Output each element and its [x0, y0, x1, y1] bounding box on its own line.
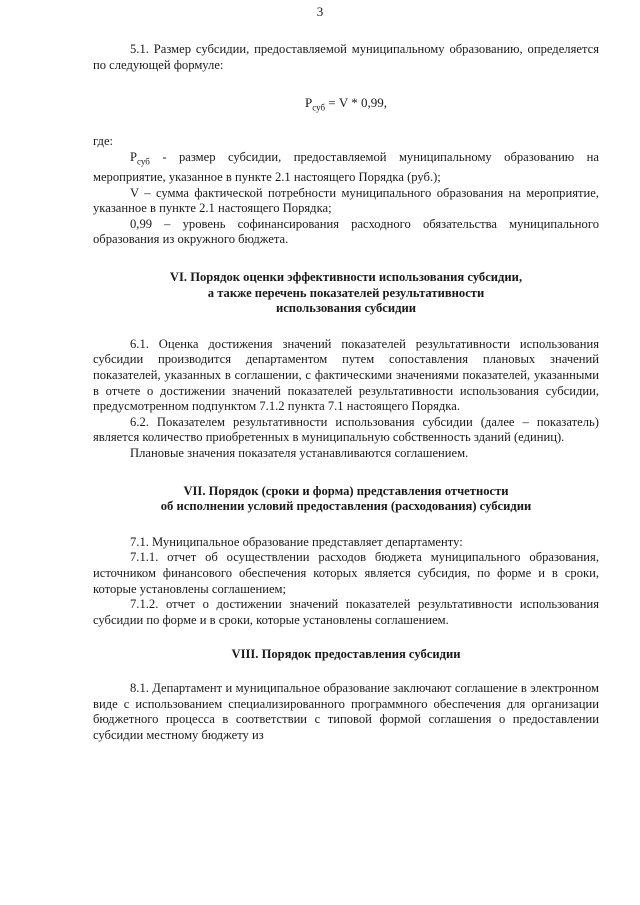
definition-text: - размер субсидии, предоставляемой муниципальному образованию на мероприятие, указанное в пункте 2.1 настоящего Порядка (руб.);: [93, 149, 599, 185]
section-6-heading: [93, 270, 599, 317]
paragraph-7-1-2: 7.1.2. отчет о достижении значений показателей результативности использования субсидии по форме и в сроки, которые установлены соглашением.: [93, 597, 599, 627]
section-6-heading-line-1: VI. Порядок оценки эффективности использования субсидии,: [169, 270, 523, 285]
definition-099: 0,99 – уровень софинансирования расходного обязательства муниципального образования из окружного бюджета.: [93, 216, 599, 247]
definition-symbol: Р: [130, 149, 138, 164]
section-7-heading-line-1: VII. Порядок (сроки и форма) представления отчетности: [183, 483, 509, 498]
document-body: [93, 42, 599, 743]
section-8-heading-line-1: VIII. Порядок предоставления субсидии: [231, 647, 461, 662]
where-label: где:: [93, 134, 114, 149]
formula-symbol: Р: [304, 95, 313, 111]
paragraph-7-1: 7.1. Муниципальное образование представляет департаменту:: [130, 534, 463, 549]
section-6-heading-line-2: а также перечень показателей результативности: [207, 285, 485, 300]
paragraph-6-2: 6.2. Показателем результативности использования субсидии (далее – показатель) является количество приобретенных в муниципальную собственность зданий (единиц).: [93, 414, 599, 445]
section-6-heading-line-3: использования субсидии: [275, 301, 417, 316]
section-8-heading: [93, 647, 599, 663]
paragraph-8-1: 8.1. Департамент и муниципальное образование заключают соглашение в электронном виде с использованием специализированного программного обеспечения для организации бюджетного процесса в соответствии с типовой формой соглашения о предоставлении субсидии местному бюджету из: [93, 680, 599, 742]
formula-expression: = V * 0,99,: [325, 95, 388, 111]
section-7-heading: [93, 484, 599, 515]
formula-subscript: суб: [312, 102, 326, 113]
paragraph-5-1: 5.1. Размер субсидии, предоставляемой муниципальному образованию, определяется по следующей формуле:: [93, 42, 599, 72]
paragraph-6-1: 6.1. Оценка достижения значений показателей результативности использования субсидии производится департаментом путем сопоставления плановых значений показателей, указанных в соглашении, с фактическими значениями показателей, указанными в отчете о достижении значений показателей результативности использования субсидии, предусмотренном подпунктом 7.1.2 пункта 7.1 настоящего Порядка.: [93, 336, 599, 414]
definition-v: V – сумма фактической потребности муниципального образования на мероприятие, указанное в пункте 2.1 настоящего Порядка;: [93, 185, 599, 216]
definition-p-sub: [93, 150, 599, 186]
page-number: 3: [316, 4, 324, 19]
paragraph-7-1-1: 7.1.1. отчет об осуществлении расходов бюджета муниципального образования, источником финансового обеспечения которых является субсидия, по форме и в сроки, которые установлены соглашением;: [93, 550, 599, 596]
paragraph-plan-values: Плановые значения показателя устанавливаются соглашением.: [130, 445, 469, 460]
section-7-heading-line-2: об исполнении условий предоставления (расходования) субсидии: [160, 499, 532, 514]
subsidy-formula: [93, 95, 599, 116]
definition-subscript: суб: [137, 156, 150, 167]
